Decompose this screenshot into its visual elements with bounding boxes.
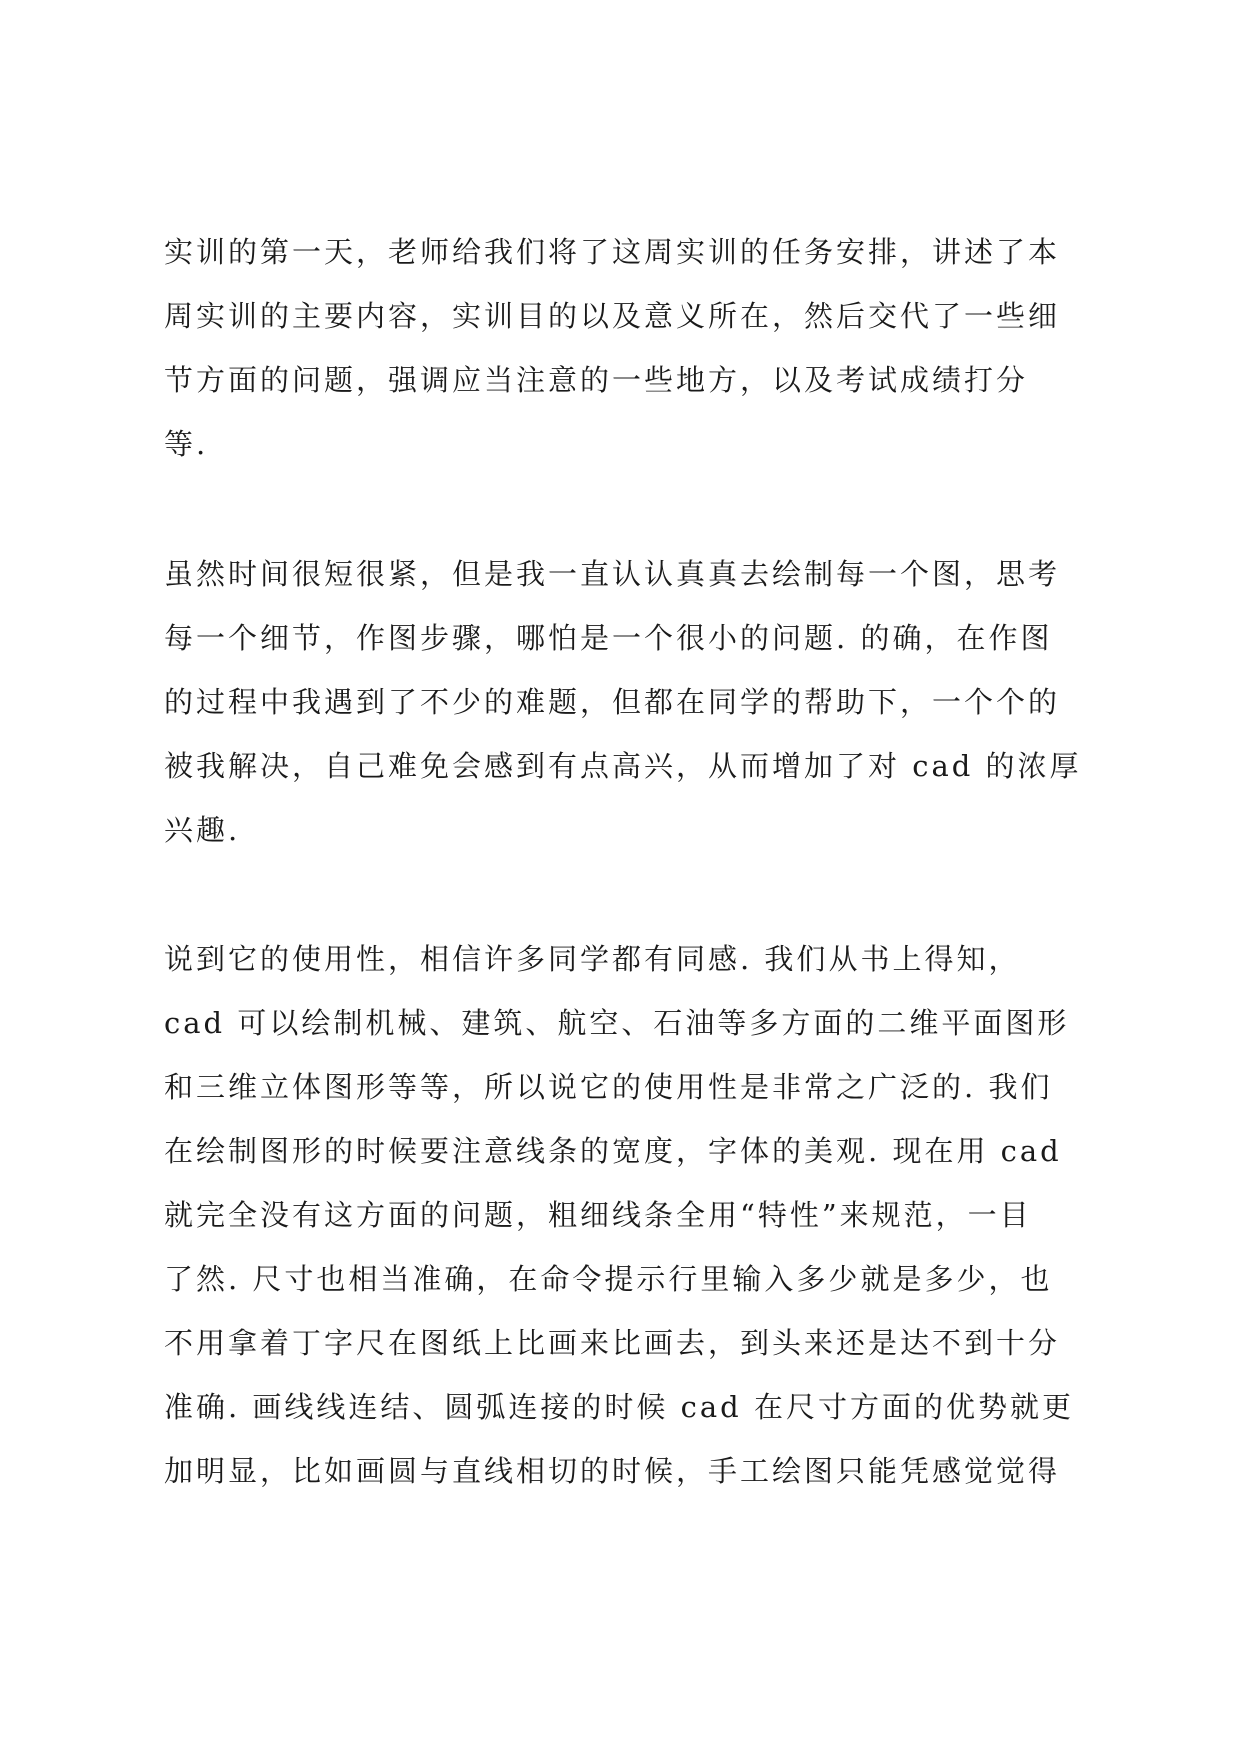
text-line: 每一个细节，作图步骤，哪怕是一个很小的问题. 的确，在作图	[164, 621, 1053, 655]
paragraph-1	[164, 220, 1094, 476]
text-line: 准确. 画线线连结、圆弧连接的时候 cad 在尺寸方面的优势就更	[164, 1390, 1074, 1424]
paragraph-3	[164, 927, 1094, 1503]
text-line: 节方面的问题，强调应当注意的一些地方，以及考试成绩打分	[164, 363, 1029, 397]
text-line: 周实训的主要内容，实训目的以及意义所在，然后交代了一些细	[164, 299, 1061, 333]
text-line: 兴趣.	[164, 813, 241, 847]
text-line: 加明显，比如画圆与直线相切的时候，手工绘图只能凭感觉觉得	[164, 1454, 1061, 1488]
text-line: 就完全没有这方面的问题，粗细线条全用“特性”来规范，一目	[164, 1198, 1032, 1232]
text-line: 和三维立体图形等等，所以说它的使用性是非常之广泛的. 我们	[164, 1070, 1053, 1104]
text-line: 的过程中我遇到了不少的难题，但都在同学的帮助下，一个个的	[164, 685, 1061, 719]
text-line: 被我解决，自己难免会感到有点高兴，从而增加了对 cad 的浓厚	[164, 749, 1082, 783]
text-line: 虽然时间很短很紧，但是我一直认认真真去绘制每一个图，思考	[164, 557, 1061, 591]
text-line: 不用拿着丁字尺在图纸上比画来比画去，到头来还是达不到十分	[164, 1326, 1061, 1360]
text-line: cad 可以绘制机械、建筑、航空、石油等多方面的二维平面图形	[164, 1006, 1070, 1040]
text-line: 说到它的使用性，相信许多同学都有同感. 我们从书上得知，	[164, 942, 1021, 976]
text-line: 实训的第一天，老师给我们将了这周实训的任务安排，讲述了本	[164, 235, 1061, 269]
text-line: 了然. 尺寸也相当准确，在命令提示行里输入多少就是多少，也	[164, 1262, 1053, 1296]
paragraph-2	[164, 542, 1094, 862]
text-line: 在绘制图形的时候要注意线条的宽度，字体的美观. 现在用 cad	[164, 1134, 1062, 1168]
text-line: 等.	[164, 427, 209, 461]
